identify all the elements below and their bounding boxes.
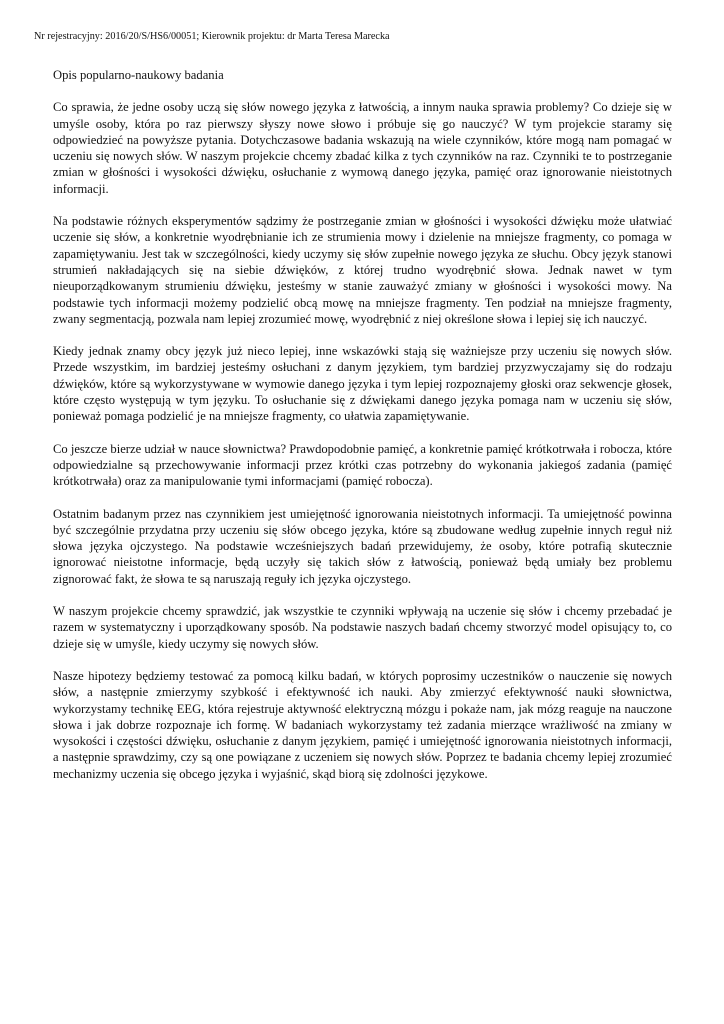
document-body: [53, 67, 672, 798]
paragraph-4: Co jeszcze bierze udział w nauce słownictwa? Prawdopodobnie pamięć, a konkretnie pamięć krótkotrwała i robocza, które odpowiedzialne są przechowywanie informacji przez krótki czas potrzebny do wykonania jakiegoś zadania (pamięć krótkotrwała) oraz za manipulowanie tymi informacjami (pamięć robocza).: [53, 441, 672, 489]
paragraph-3: Kiedy jednak znamy obcy język już nieco lepiej, inne wskazówki stają się ważniejsze przy uczeniu się nowych słów. Przede wszystkim, im bardziej jesteśmy osłuchani z danym językiem, tym bardziej przyzwyczajamy się do rodzaju dźwięków, które są wykorzystywane w wymowie danego języka i tym lepiej rozpoznajemy głoski oraz sekwencje głosek, które często występują w tym języku. To osłuchanie się z dźwiękami danego języka pomaga nam w uczeniu się słów, ponieważ pomaga podzielić je na mniejsze fragmenty, co ułatwia zapamiętywanie.: [53, 344, 672, 424]
paragraph-2: Na podstawie różnych eksperymentów sądzimy że postrzeganie zmian w głośności i wysokości dźwięku może ułatwiać uczenie się słów, a konkretnie wyodrębnianie ich ze strumienia mowy i dzielenie na mniejsze fragmenty, co pomaga w zapamiętywaniu. Jest tak w szczególności, kiedy uczymy się słów zupełnie nowego języka ze słuchu. Obcy język stanowi strumień nakładających się na siebie dźwięków, z której trudno wyodrębnić słowa. Jednak nawet w tym nieuporządkowanym strumieniu dźwięku, jesteśmy w stanie zauważyć zmiany w głośności i wysokości mowy. Na podstawie tych informacji możemy podzielić obcą mowę na mniejsze fragmenty. Ten podział na mniejsze fragmenty, zwany segmentacją, pozwala nam lepiej zrozumieć mowę, wyodrębnić z niej określone słowa i lepiej się ich nauczyć.: [53, 214, 672, 326]
paragraph-5: Ostatnim badanym przez nas czynnikiem jest umiejętność ignorowania nieistotnych informacji. Ta umiejętność powinna być szczególnie przydatna przy uczeniu się słów obcego języka, które są zbudowane według zupełnie innych reguł niż słowa języka ojczystego. Na podstawie wcześniejszych badań przewidujemy, że osoby, które potrafią skutecznie ignorować nieistotne informacje, będą uczyły się takich słów z łatwością, ponieważ będą umiały bez problemu zignorować fakt, że słowa te są naruszają reguły ich języka ojczystego.: [53, 506, 672, 586]
paragraph-6: W naszym projekcie chcemy sprawdzić, jak wszystkie te czynniki wpływają na uczenie się słów i chcemy przebadać je razem w systematyczny i uporządkowany sposób. Na podstawie naszych badań chcemy stworzyć model opisujący to, co dzieje się w umyśle, kiedy uczymy się nowych słów.: [53, 604, 672, 651]
paragraph-7: Nasze hipotezy będziemy testować za pomocą kilku badań, w których poprosimy uczestników o nauczenie się nowych słów, a następnie zmierzymy szybkość i efektywność ich nauki. Aby zmierzyć efektywność nauki słownictwa, wykorzystamy technikę EEG, która rejestruje aktywność elektryczną mózgu i pokaże nam, jak mózg reaguje na nauczone słowa i jak dobrze rozpoznaje ich formę. W badaniach wykorzystamy też zadania mierzące wrażliwość na zmiany w wysokości i częstości dźwięku, osłuchanie z danym językiem, pamięć i umiejętność ignorowania nieistotnych informacji, a następnie sprawdzimy, czy są one powiązane z uczeniem się nowych słów. Poprzez te badania chcemy lepiej zrozumieć mechanizmy uczenia się obcego języka i wyjaśnić, skąd biorą się zdolności językowe.: [53, 668, 672, 781]
document-title: Opis popularno-naukowy badania: [53, 68, 224, 82]
registration-header: Nr rejestracyjny: 2016/20/S/HS6/00051; Kierownik projektu: dr Marta Teresa Marecka: [34, 31, 390, 42]
paragraph-1: Co sprawia, że jedne osoby uczą się słów nowego języka z łatwością, a innym nauka sprawia problemy? Co dzieje się w umyśle osoby, która po raz pierwszy słyszy nowe słowo i próbuje się go nauczyć? W tym projekcie staramy się odpowiedzieć na powyższe pytania. Dotychczasowe badania wskazują na wiele czynników, które mogą nam pomagać w uczeniu się nowych słów. W naszym projekcie chcemy zbadać kilka z tych czynników na raz. Czynniki te to postrzeganie zmian w głośności i wysokości dźwięku, osłuchanie z wymową danego języka, pamięć oraz ignorowanie nieistotnych informacji.: [53, 100, 672, 196]
